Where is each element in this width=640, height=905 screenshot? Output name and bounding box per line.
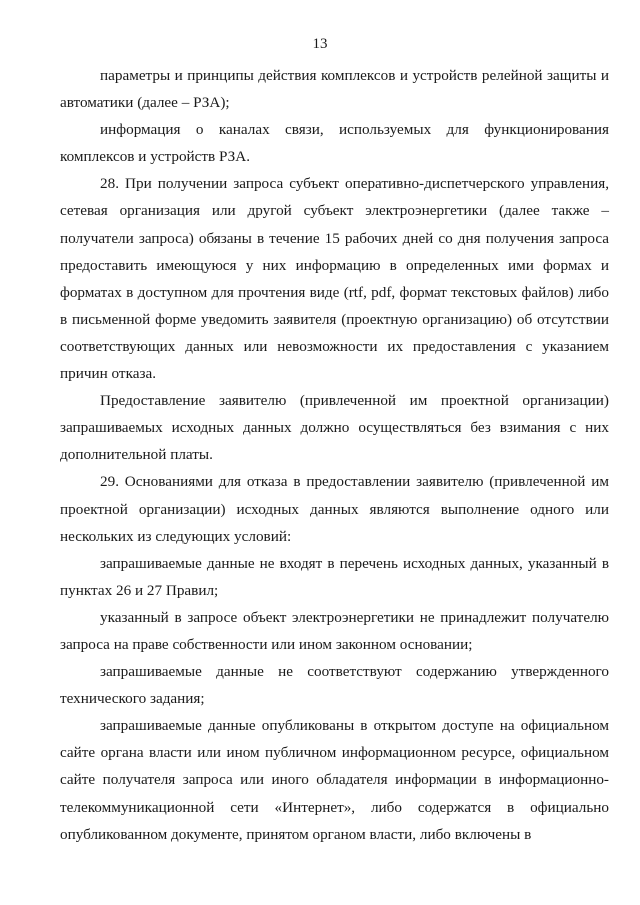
paragraph-clause-28: 28. При получении запроса субъект оперативно-диспетчерского управления, сетевая организация или другой субъект электроэнергетики (далее также – получатели запроса) обязаны в течение 15 рабочих дней со дня получения запроса предоставить имеющуюся у них информацию в определенных ими формах и форматах в доступном для прочтения виде (rtf, pdf, формат текстовых файлов) либо в письменной форме уведомить заявителя (проектную организацию) об отсутствии соответствующих данных или невозможности их предоставления с указанием причин отказа. bbox=[60, 175, 609, 383]
document-body bbox=[60, 62, 609, 848]
paragraph-communication-channels: информация о каналах связи, используемых для функционирования комплексов и устройств РЗА. bbox=[60, 121, 609, 166]
paragraph-condition-ownership: указанный в запросе объект электроэнергетики не принадлежит получателю запроса на праве собственности или ином законном основании; bbox=[60, 608, 609, 653]
paragraph-free-of-charge: Предоставление заявителю (привлеченной им проектной организации) запрашиваемых исходных данных должно осуществляться без взимания с них дополнительной платы. bbox=[60, 392, 609, 464]
paragraph-rza-parameters: параметры и принципы действия комплексов и устройств релейной защиты и автоматики (далее – РЗА); bbox=[60, 67, 609, 112]
paragraph-clause-29: 29. Основаниями для отказа в предоставлении заявителю (привлеченной им проектной организации) исходных данных являются выполнение одного или нескольких из следующих условий: bbox=[60, 473, 609, 545]
page-number: 13 bbox=[312, 36, 328, 52]
paragraph-condition-technical-task: запрашиваемые данные не соответствуют содержанию утвержденного технического задания; bbox=[60, 663, 609, 708]
paragraph-condition-published: запрашиваемые данные опубликованы в открытом доступе на официальном сайте органа власти или ином публичном информационном ресурсе, официальном сайте получателя запроса или иного обладателя информации в информационно-телекоммуникационной сети «Интернет», либо содержатся в официально опубликованном документе, принятом органом власти, либо включены в bbox=[60, 717, 609, 843]
paragraph-condition-list-scope: запрашиваемые данные не входят в перечень исходных данных, указанный в пунктах 26 и 27 Правил; bbox=[60, 554, 609, 599]
